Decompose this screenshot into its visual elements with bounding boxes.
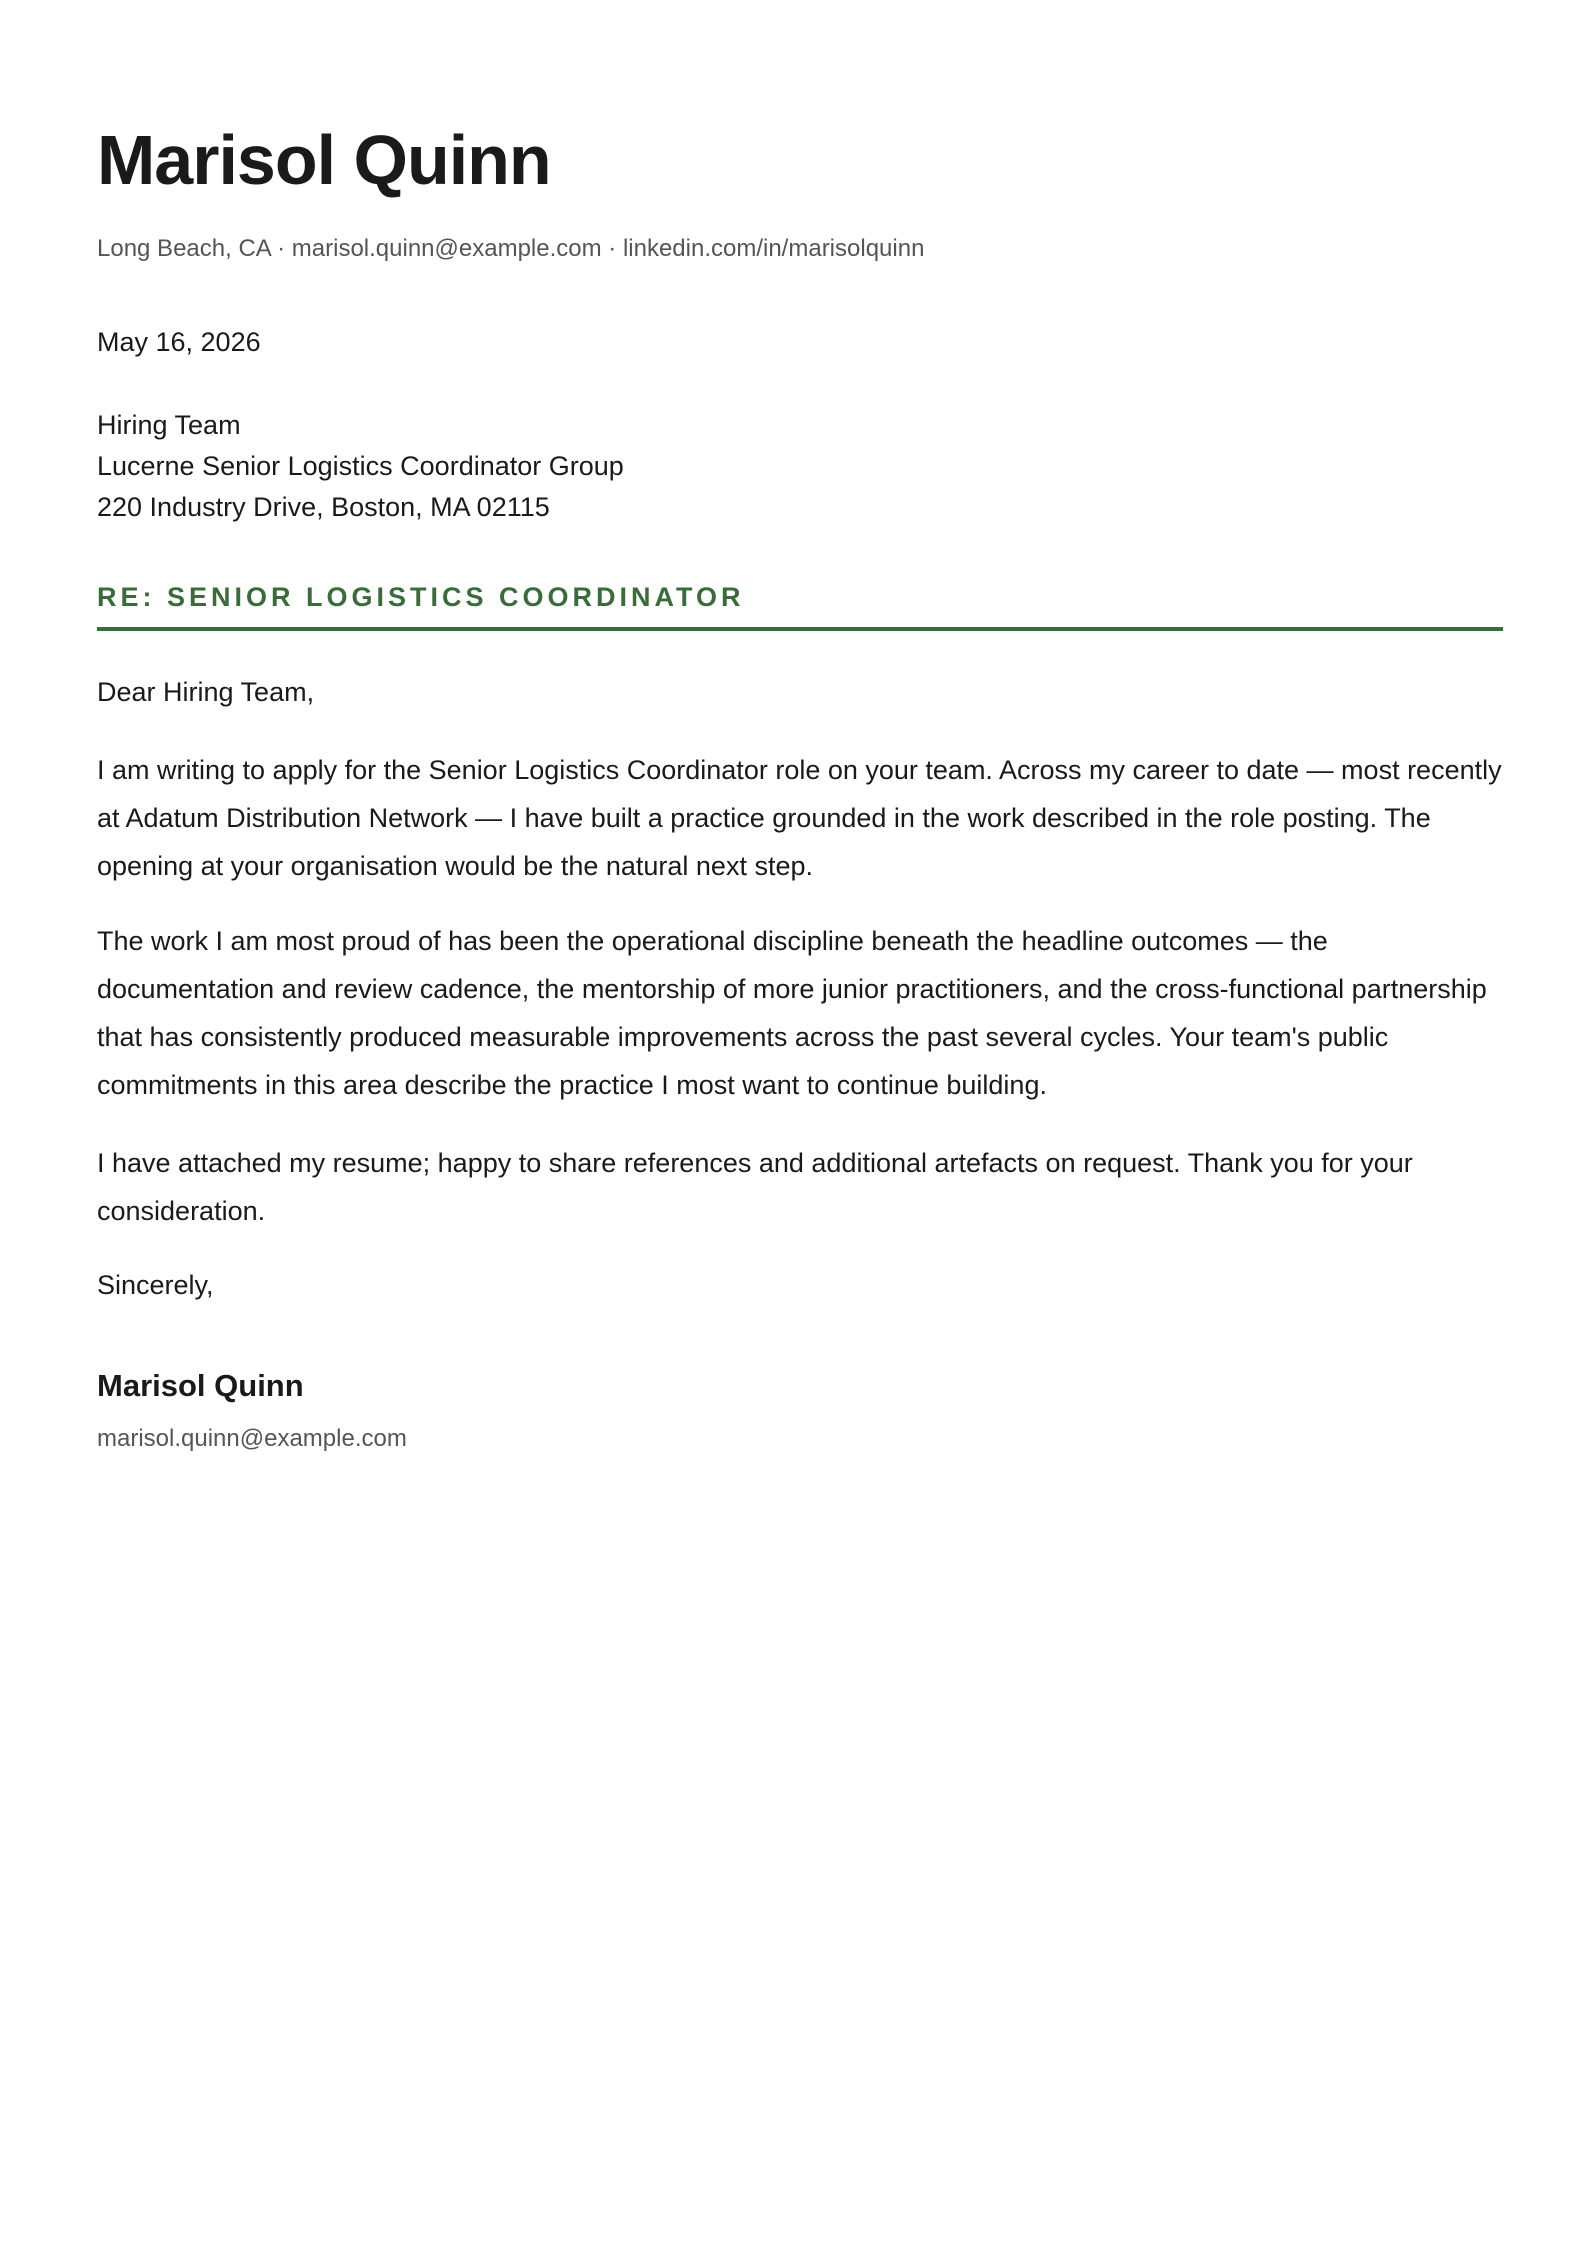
body-paragraph-3: I have attached my resume; happy to share references and additional artefacts on request. Thank you for your consideration.: [97, 1148, 1413, 1226]
recipient-line-3: 220 Industry Drive, Boston, MA 02115: [97, 492, 550, 522]
subject-heading: RE: SENIOR LOGISTICS COORDINATOR: [97, 582, 745, 612]
signature-name: Marisol Quinn: [97, 1368, 304, 1403]
letter-date: May 16, 2026: [97, 327, 261, 357]
body-paragraph-1: I am writing to apply for the Senior Logistics Coordinator role on your team. Across my career to date — most recently at Adatum Distribution Network — I have built a practice grounded in the work described in the role posting. The opening at your organisation would be the natural next step.: [97, 755, 1502, 881]
salutation: Dear Hiring Team,: [97, 677, 315, 707]
recipient-line-2: Lucerne Senior Logistics Coordinator Group: [97, 451, 624, 481]
subject-divider: [97, 627, 1503, 631]
signature-email: marisol.quinn@example.com: [97, 1425, 407, 1452]
applicant-name: Marisol Quinn: [97, 121, 551, 199]
recipient-block: [97, 405, 624, 528]
contact-line: Long Beach, CA · marisol.quinn@example.com · linkedin.com/in/marisolquinn: [97, 235, 925, 262]
closing: Sincerely,: [97, 1270, 214, 1300]
recipient-line-1: Hiring Team: [97, 410, 241, 440]
body-paragraph-2: The work I am most proud of has been the operational discipline beneath the headline outcomes — the documentation and review cadence, the mentorship of more junior practitioners, and the cross-functional partnership that has consistently produced measurable improvements across the past several cycles. Your team's public commitments in this area describe the practice I most want to continue building.: [97, 926, 1487, 1100]
